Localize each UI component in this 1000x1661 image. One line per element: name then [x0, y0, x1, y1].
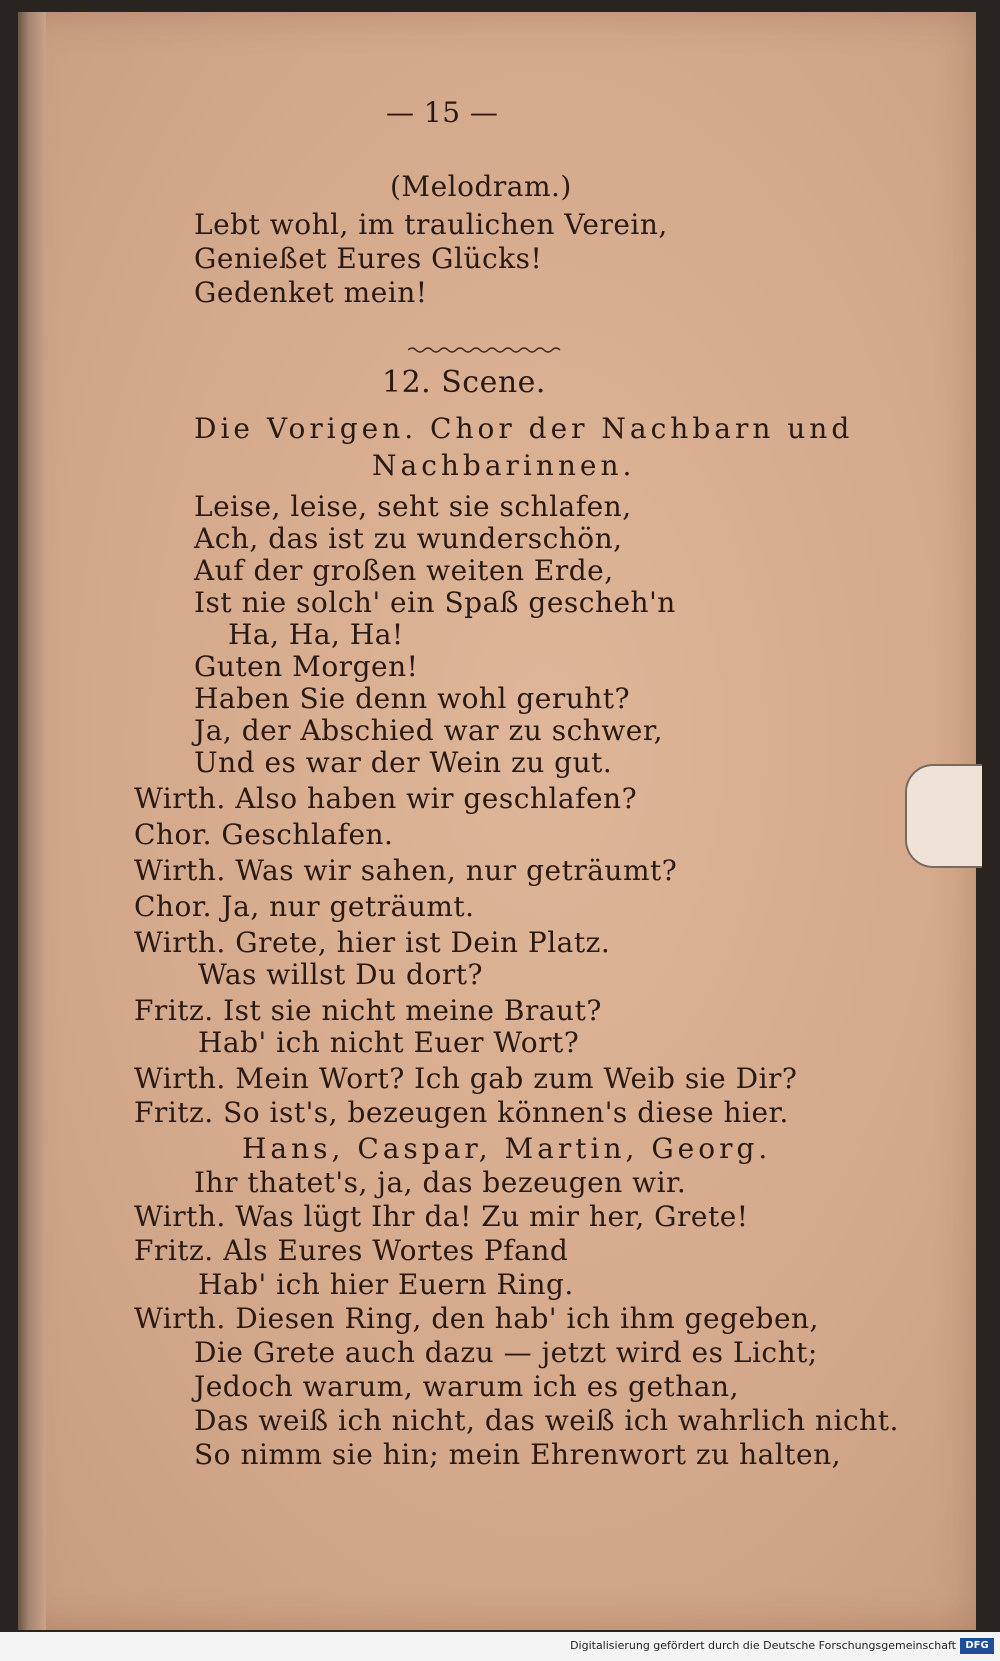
verse-line: Ha, Ha, Ha!	[228, 618, 404, 651]
verse-line: Haben Sie denn wohl geruht?	[194, 682, 631, 715]
ornamental-divider	[408, 346, 564, 354]
book-spine	[18, 12, 46, 1630]
dialogue-line: Wirth. Diesen Ring, den hab' ich ihm gegeben,	[134, 1302, 819, 1335]
verse-line: Und es war der Wein zu gut.	[194, 746, 613, 779]
verse-line: Lebt wohl, im traulichen Verein,	[194, 208, 668, 241]
scene-title: 12. Scene.	[382, 365, 546, 400]
dialogue-line: Fritz. So ist's, bezeugen können's diese hier.	[134, 1096, 789, 1129]
dialogue-line: Hans, Caspar, Martin, Georg.	[242, 1132, 772, 1165]
page-number: — 15 —	[386, 96, 499, 129]
dialogue-line: Fritz. Ist sie nicht meine Braut?	[134, 994, 602, 1027]
verse-line: Ja, der Abschied war zu schwer,	[194, 714, 664, 747]
book-page	[18, 12, 976, 1630]
verse-line: Ach, das ist zu wunderschön,	[194, 522, 623, 555]
verse-line: Guten Morgen!	[194, 650, 419, 683]
dialogue-line: Wirth. Was wir sahen, nur geträumt?	[134, 854, 678, 887]
verse-line: Auf der großen weiten Erde,	[194, 554, 614, 587]
dialogue-line: So nimm sie hin; mein Ehrenwort zu halten,	[194, 1438, 842, 1471]
footer-bar	[0, 1632, 1000, 1661]
stage-direction: Die Vorigen. Chor der Nachbarn und	[194, 412, 854, 445]
dialogue-line: Wirth. Mein Wort? Ich gab zum Weib sie Dir?	[134, 1062, 798, 1095]
dialogue-line: Ihr thatet's, ja, das bezeugen wir.	[194, 1166, 687, 1199]
dialogue-line: Chor. Ja, nur geträumt.	[134, 890, 475, 923]
verse-line: Leise, leise, seht sie schlafen,	[194, 490, 632, 523]
dialogue-line: Wirth. Grete, hier ist Dein Platz.	[134, 926, 611, 959]
melodram-heading: (Melodram.)	[390, 170, 572, 203]
bookmark-tab	[905, 764, 982, 868]
dialogue-line: Hab' ich nicht Euer Wort?	[198, 1026, 580, 1059]
dialogue-line: Jedoch warum, warum ich es gethan,	[194, 1370, 739, 1403]
dialogue-line: Was willst Du dort?	[198, 958, 483, 991]
dfg-logo: DFG	[960, 1638, 994, 1654]
dialogue-line: Das weiß ich nicht, das weiß ich wahrlich nicht.	[194, 1404, 899, 1437]
dialogue-line: Wirth. Also haben wir geschlafen?	[134, 782, 638, 815]
dialogue-line: Fritz. Als Eures Wortes Pfand	[134, 1234, 569, 1267]
verse-line: Genießet Eures Glücks!	[194, 242, 543, 275]
dialogue-line: Chor. Geschlafen.	[134, 818, 394, 851]
dialogue-line: Wirth. Was lügt Ihr da! Zu mir her, Grete!	[134, 1200, 749, 1233]
verse-line: Gedenket mein!	[194, 276, 428, 309]
stage-direction: Nachbarinnen.	[372, 449, 636, 482]
dialogue-line: Hab' ich hier Euern Ring.	[198, 1268, 574, 1301]
verse-line: Ist nie solch' ein Spaß gescheh'n	[194, 586, 676, 619]
dialogue-line: Die Grete auch dazu — jetzt wird es Licht;	[194, 1336, 818, 1369]
footer-credit: Digitalisierung gefördert durch die Deutsche Forschungsgemeinschaft	[570, 1639, 956, 1652]
